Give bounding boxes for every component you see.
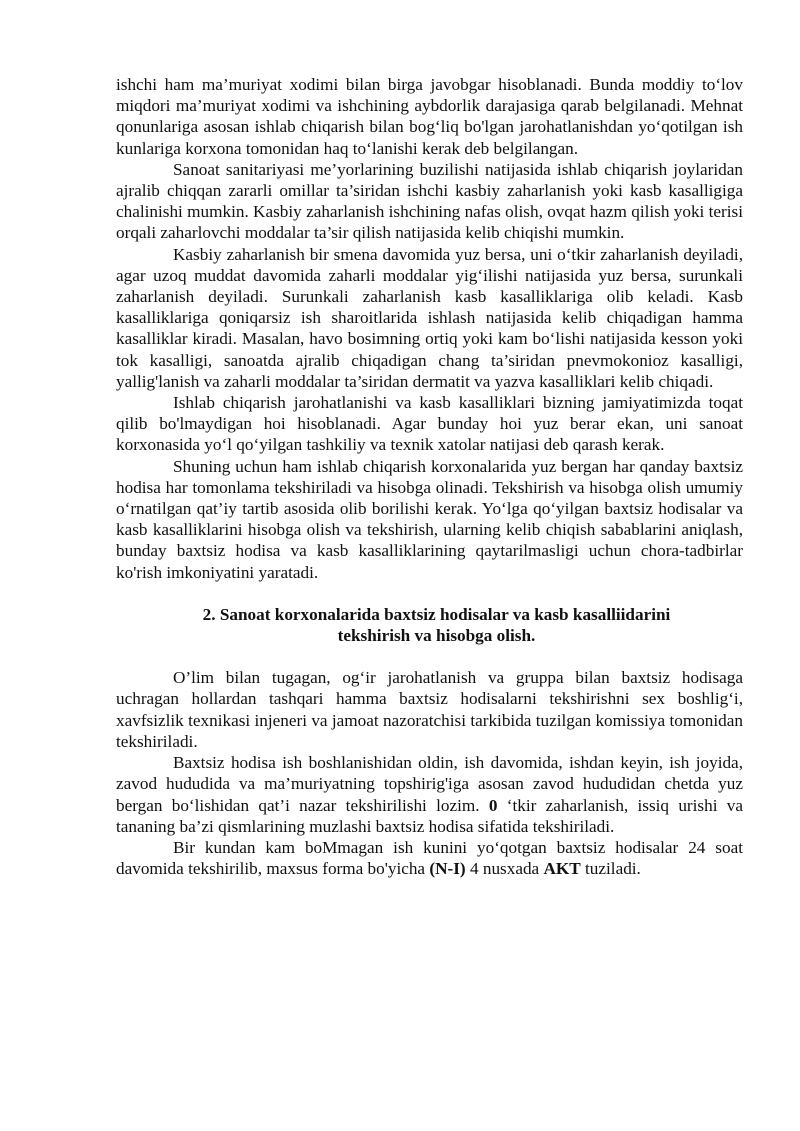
act-form-code: (N-I) — [429, 859, 466, 879]
section-heading-line-1: 2. Sanoat korxonalarida baxtsiz hodisalar va kasb kasalliidarini — [202, 604, 671, 624]
act-form-text-3: tuziladi. — [580, 859, 641, 879]
document-page — [116, 74, 743, 879]
paragraph-liability: ishchi ham ma’muriyat xodimi bilan birga javobgar hisoblanadi. Bunda moddiy to‘lov miqdori ma’muriyat xodimi va ishchining aybdorlik darajasiga qarab belgilanadi. Mehnat qonunlariga asosan ishlab chiqarish bilan bog‘liq bo'lgan jarohatlanishdan yo‘qotilgan ish kunlariga korxona tomonidan haq to‘lanishi kerak deb belgilangan. — [116, 75, 743, 158]
paragraph-commission-text: O’lim bilan tugagan, og‘ir jarohatlanish va gruppa bilan baxtsiz hodisaga uchragan hollardan tashqari hamma baxtsiz hodisalarni tekshirishni sex boshlig‘i, xavfsizlik texnikasi injeneri va jamoat nazoratchisi tarkibida tuzilgan komissiya tomonidan tekshiriladi. — [116, 668, 743, 751]
paragraph-commission — [116, 667, 743, 752]
paragraph-act-form — [116, 837, 743, 879]
section-heading — [116, 604, 743, 646]
accident-scope-bold: 0 — [488, 795, 498, 815]
paragraph-occupational-poisoning: Kasbiy zaharlanish bir smena davomida yuz bersa, uni o‘tkir zaharlanish deyiladi, agar uzoq muddat davomida zaharli moddalar yig‘ilishi natijasida yuz bersa, surunkali zaharlanish deyiladi. Surunkali zaharlanish kasb kasalliklariga olib keladi. Kasb kasalliklariga qoniqarsiz ish sharoitlarida ishlash natijasida kelib chiqadigan hamma kasalliklar kiradi. Masalan, havo bosimning ortiq yoki kam bo‘lishi natijasida kesson yoki tok kasalligi, sanoatda ajralib chiqadigan chang ta’siridan pnevmokonioz kasalligi, yallig'lanish va zaharli moddalar ta’siridan dermatit va yazva kasalliklari kelib chiqadi. — [116, 244, 743, 391]
act-form-text-1: Bir kundan kam boMmagan ish kunini yo‘qotgan baxtsiz hodisalar 24 soat davomida tekshirilib, maxsus forma bo'yicha — [116, 837, 743, 879]
accident-scope-text-1: Baxtsiz hodisa ish boshlanishidan oldin, ish davomida, ishdan keyin, ish joyida, zavod hududida va ma’muriyatning topshirig'iga asosan zavod hududidan chetda yuz bergan bo‘lishidan qat’i nazar tekshirilishi lozim. — [116, 753, 743, 815]
section-heading-line-2: tekshirish va hisobga olish. — [337, 626, 536, 646]
act-form-akt: AKT — [543, 859, 581, 879]
paragraph-investigation-registration: Shuning uchun ham ishlab chiqarish korxonalarida yuz bergan har qanday baxtsiz hodisa har tomonlama tekshiriladi va hisobga olinadi. Tekshirish va hisobga olish umumiy o‘rnatilgan qat’iy tartib asosida olib borilishi kerak. Yo‘lga qo‘yilgan baxtsiz hodisalar va kasb kasalliklarini hisobga olish va tekshirish, ularning kelib chiqish sabablarini aniqlash, bunday baxtsiz hodisa va kasb kasalliklarining qaytarilmasligi uchun chora-tadbirlar ko'rish imkoniyatini yaratadi. — [116, 456, 743, 582]
act-form-text-2: 4 nusxada — [465, 859, 544, 879]
paragraph-sanitary-norms: Sanoat sanitariyasi me’yorlarining buzilishi natijasida ishlab chiqarish joylaridan ajralib chiqqan zararli omillar ta’siridan ishchi kasbiy zaharlanish yoki kasb kasalligiga chalinishi mumkin. Kasbiy zaharlanish ishchining nafas olish, ovqat hazm qilish yoki terisi orqali zaharlovchi moddalar ta’sir qilish natijasida kelib chiqishi mumkin. — [116, 159, 743, 243]
accident-scope-text-2: ‘tkir zaharlanish, issiq urishi va tananing ba’zi qismlarining muzlashi baxtsiz hodisa sifatida tekshiriladi. — [116, 795, 743, 836]
paragraph-intolerable-situation: Ishlab chiqarish jarohatlanishi va kasb kasalliklari bizning jamiyatimizda toqat qilib bo'lmaydigan hoi hisoblanadi. Agar bunday hoi yuz berar ekan, uni sanoat korxonasida yo‘l qo‘yilgan tashkiliy va texnik xatolar natijasi deb qarash kerak. — [116, 393, 743, 455]
paragraph-accident-scope — [116, 752, 743, 837]
